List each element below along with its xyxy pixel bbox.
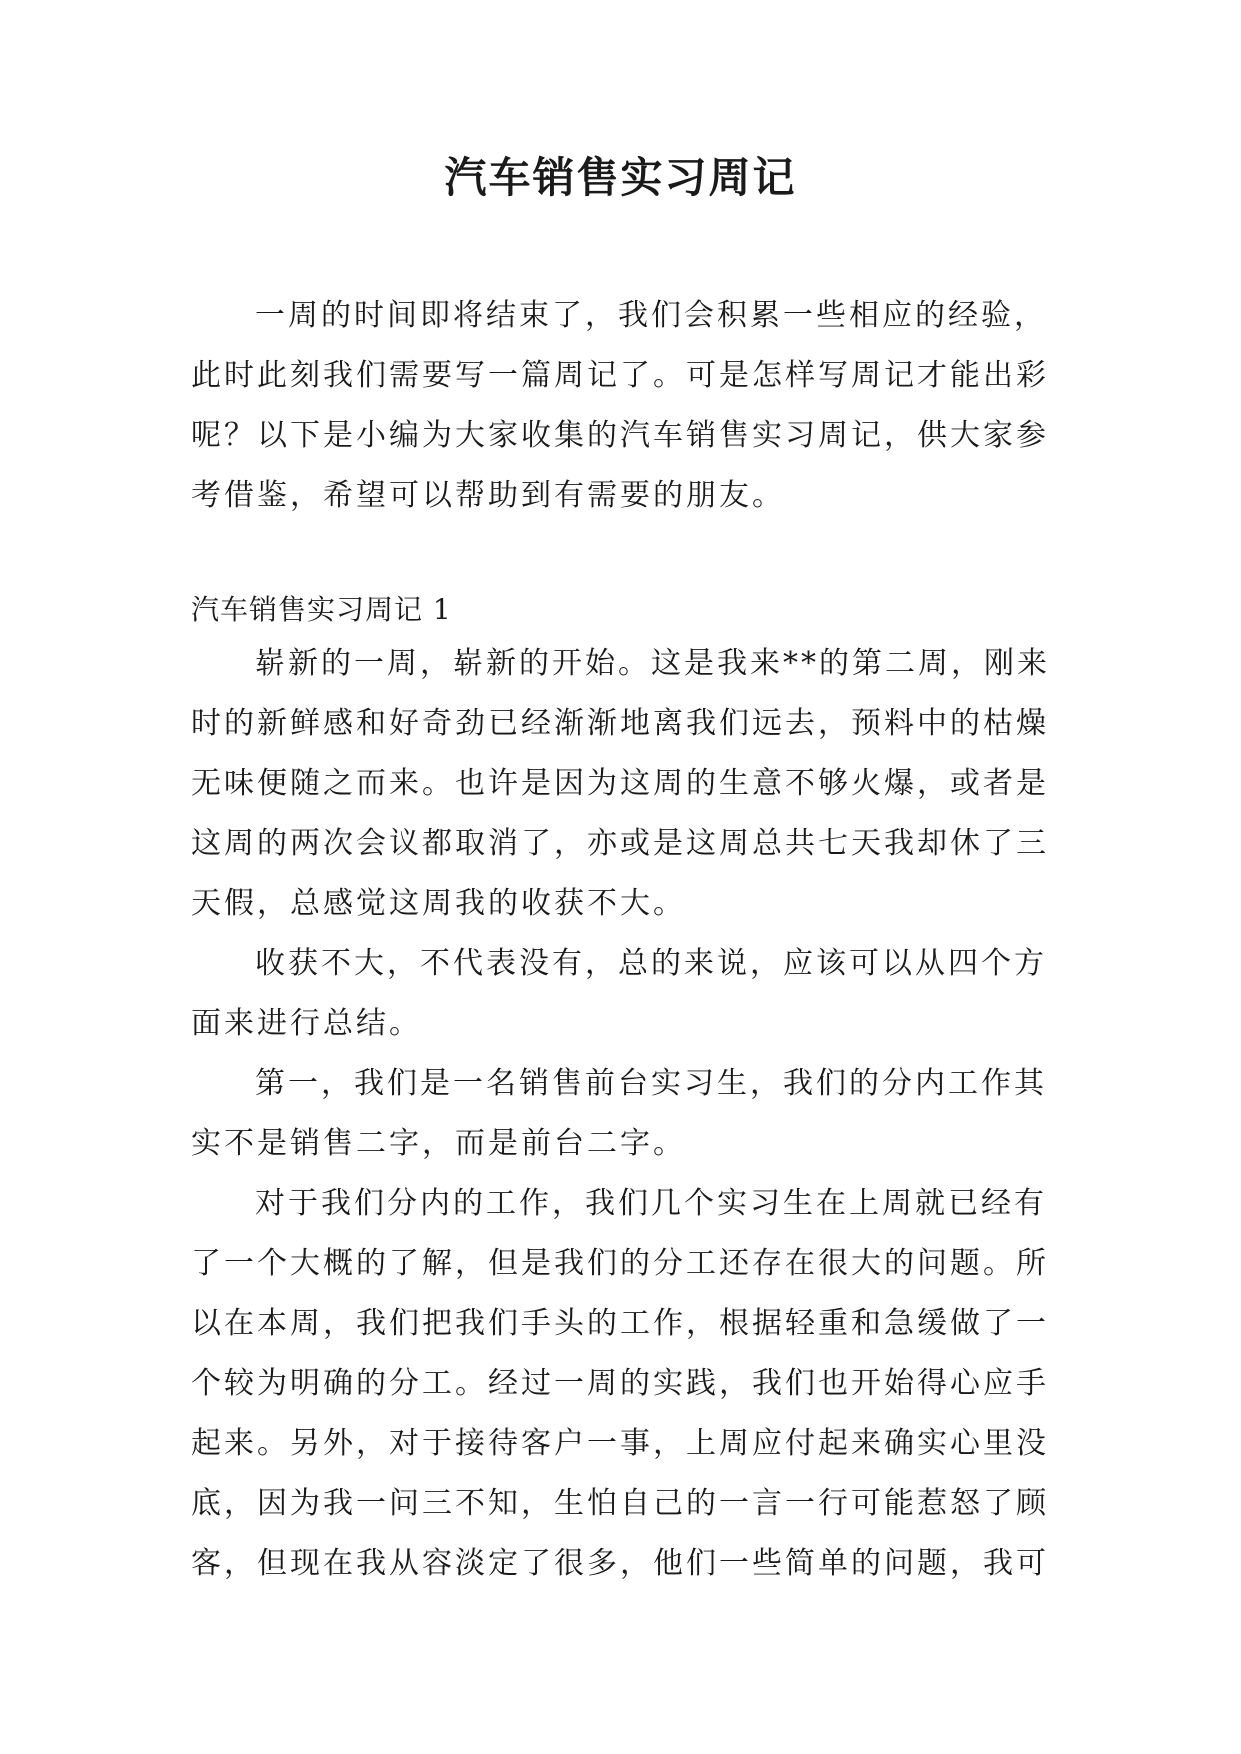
- section-title: 汽车销售实习周记 1: [191, 593, 452, 626]
- body-paragraph: 对于我们分内的工作，我们几个实习生在上周就已经有了一个大概的了解，但是我们的分工还存在很大的问题。所以在本周，我们把我们手头的工作，根据轻重和急缓做了一个较为明确的分工。经过一周的实践，我们也开始得心应手起来。另外，对于接待客户一事，上周应付起来确实心里没底，因为我一问三不知，生怕自己的一言一行可能惹怒了顾客，但现在我从容淡定了很多，他们一些简单的问题，我可: [191, 1186, 1049, 1581]
- intro-paragraph: 一周的时间即将结束了，我们会积累一些相应的经验，此时此刻我们需要写一篇周记了。可是怎样写周记才能出彩呢？以下是小编为大家收集的汽车销售实习周记，供大家参考借鉴，希望可以帮助到有需要的朋友。: [191, 298, 1049, 513]
- body-paragraph: 收获不大，不代表没有，总的来说，应该可以从四个方面来进行总结。: [191, 946, 1047, 1041]
- body-paragraph: 第一，我们是一名销售前台实习生，我们的分内工作其实不是销售二字，而是前台二字。: [191, 1066, 1047, 1161]
- section-body: [191, 634, 1063, 1594]
- body-paragraph: 崭新的一周，崭新的开始。这是我来**的第二周，刚来时的新鲜感和好奇劲已经渐渐地离我们远去，预料中的枯燥无味便随之而来。也许是因为这周的生意不够火爆，或者是这周的两次会议都取消了，亦或是这周总共七天我却休了三天假，总感觉这周我的收获不大。: [191, 646, 1050, 921]
- document-title: 汽车销售实习周记: [444, 153, 797, 202]
